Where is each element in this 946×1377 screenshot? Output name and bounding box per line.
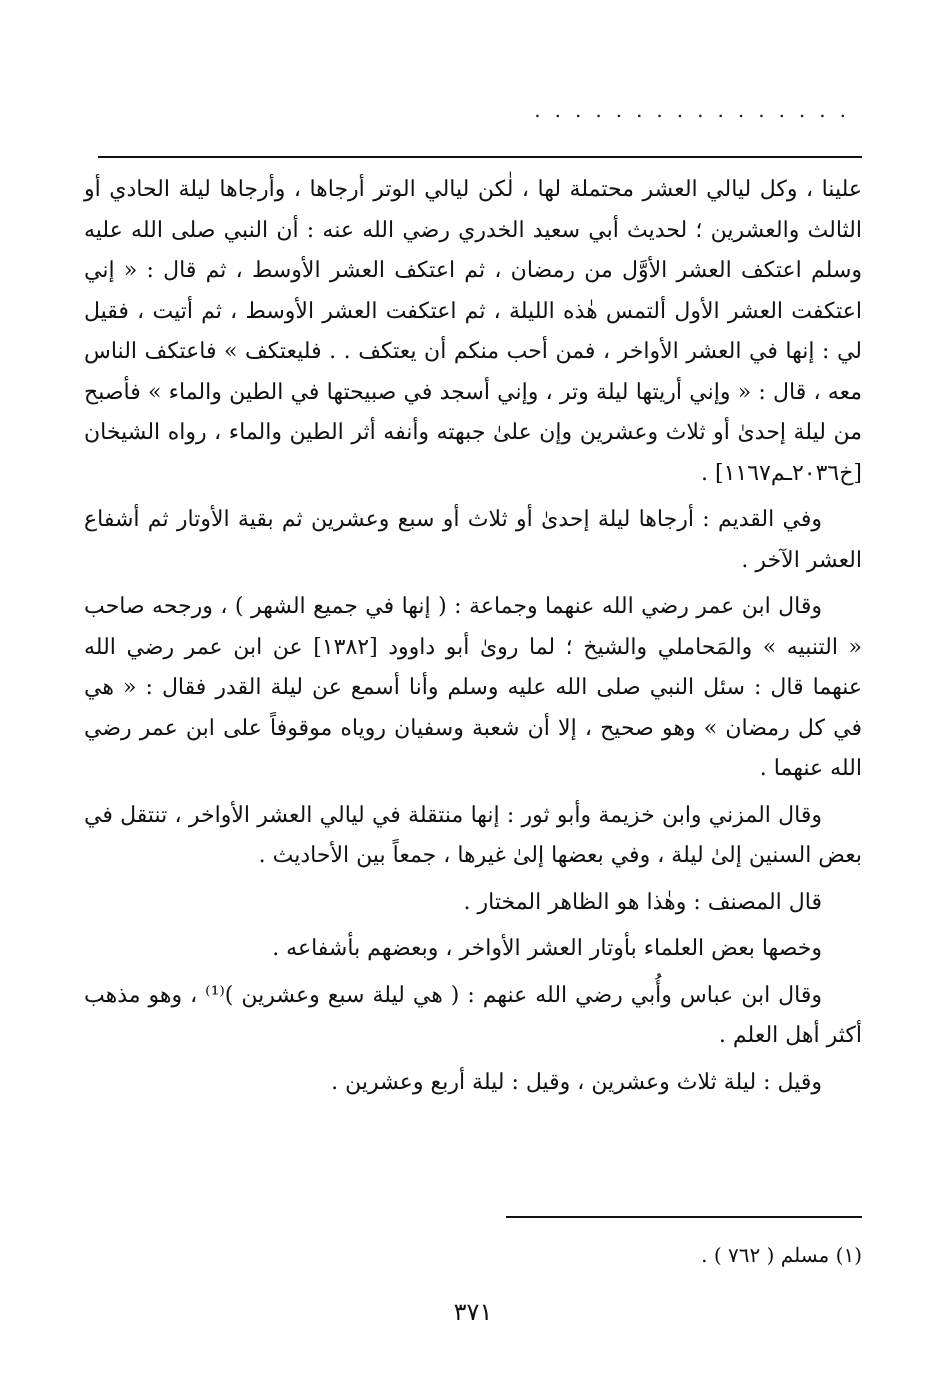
footnote: (١) مسلم ( ٧٦٢ ) . [701,1243,862,1267]
paragraph: وقال المزني وابن خزيمة وأبو ثور : إنها منتقلة في ليالي العشر الأواخر ، تنتقل في بعض السنين إلىٰ ليلة ، وفي بعضها إلىٰ غيرها ، جمعاً بين الأحاديث . [84,802,862,868]
paragraph: وفي القديم : أرجاها ليلة إحدىٰ أو ثلاث أو سبع وعشرين ثم بقية الأوتار ثم أشفاع العشر الآخر . [84,507,862,573]
main-text [84,170,862,1109]
header-rule [98,156,862,158]
page-number: ٣٧١ [453,1298,493,1326]
paragraph: وقال ابن عباس وأُبي رضي الله عنهم : ( هي ليلة سبع وعشرين )⁽¹⁾ ، وهو مذهب أكثر أهل العلم . [84,982,862,1048]
paragraph: وقيل : ليلة ثلاث وعشرين ، وقيل : ليلة أربع وعشرين . [331,1069,822,1095]
header-dot-leader: ................ [534,100,860,120]
paragraph: علينا ، وكل ليالي العشر محتملة لها ، لٰكن ليالي الوتر أرجاها ، وأرجاها ليلة الحادي أو الثالث والعشرين ؛ لحديث أبي سعيد الخدري رضي الله عنه : أن النبي صلى الله عليه وسلم اعتكف العشر الأوَّل من رمضان ، ثم اعتكف العشر الأوسط ، ثم قال : « إني اعتكفت العشر الأول ألتمس هٰذه الليلة ، ثم اعتكفت العشر الأوسط ، ثم أتيت ، فقيل لي : إنها في العشر الأواخر ، فمن أحب منكم أن يعتكف . . فليعتكف » فاعتكف الناس معه ، قال : « وإني أريتها ليلة وتر ، وإني أسجد في صبيحتها في الطين والماء » فأصبح من ليلة إحدىٰ أو ثلاث وعشرين وإن علىٰ جبهته وأنفه أثر الطين والماء ، رواه الشيخان [خ٢٠٣٦ـم١١٦٧] . [84,177,862,486]
paragraph: وخصها بعض العلماء بأوتار العشر الأواخر ، وبعضهم بأشفاعه . [272,936,822,961]
footnote-rule [506,1216,862,1218]
paragraph: قال المصنف : وهٰذا هو الظاهر المختار . [463,889,822,915]
paragraph: وقال ابن عمر رضي الله عنهما وجماعة : ( إنها في جميع الشهر ) ، ورجحه صاحب « التنبيه » والمَحاملي والشيخ ؛ لما روىٰ أبو داوود [١٣٨٢] عن ابن عمر رضي الله عنهما قال : سئل النبي صلى الله عليه وسلم وأنا أسمع عن ليلة القدر فقال : « هي في كل رمضان » وهو صحيح ، إلا أن شعبة وسفيان روياه موقوفاً على ابن عمر رضي الله عنهما . [84,594,862,781]
